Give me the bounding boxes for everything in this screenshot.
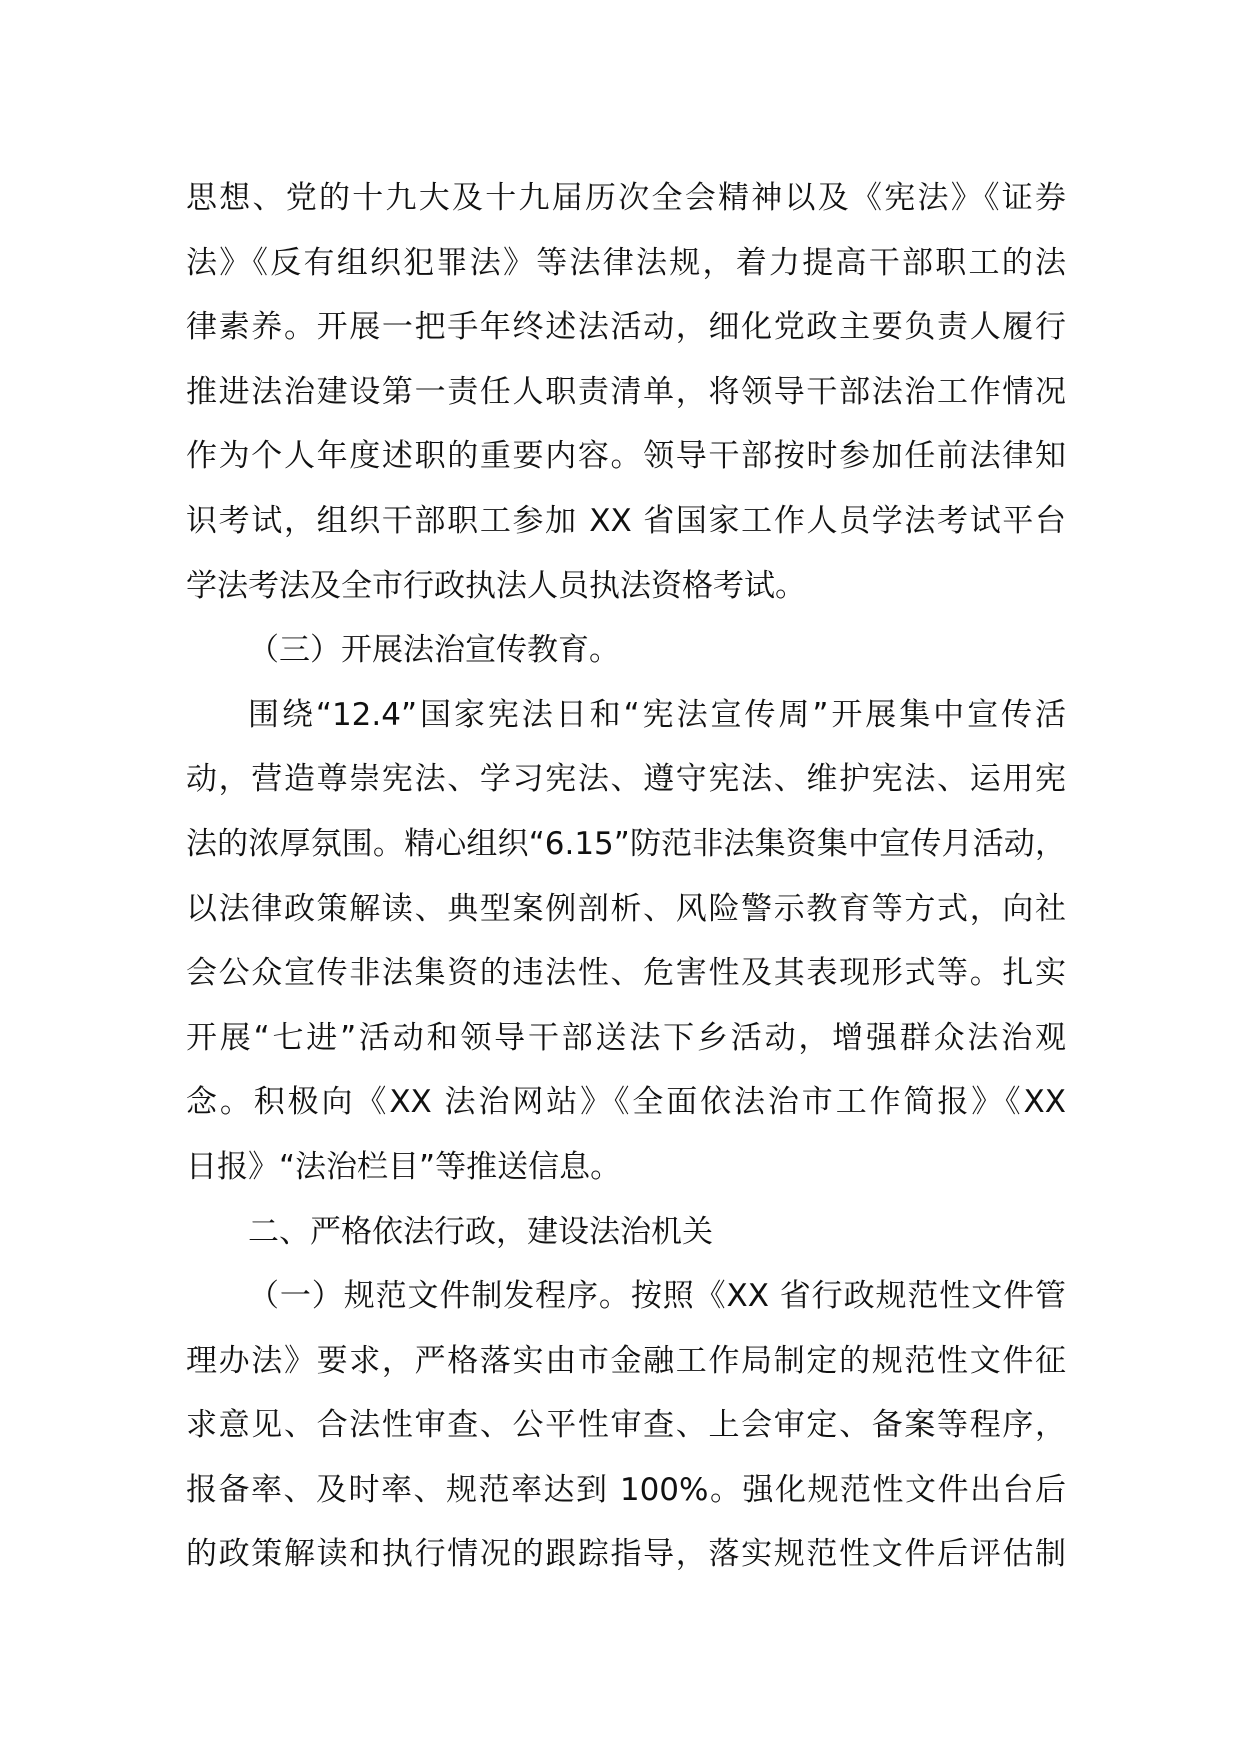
text-line: 学法考法及全市行政执法人员执法资格考试。 — [186, 567, 806, 604]
text-line: 开展“七进”活动和领导干部送法下乡活动，增强群众法治观 — [186, 1019, 1066, 1056]
text-line: 二、严格依法行政，建设法治机关 — [248, 1213, 713, 1250]
text-line: 围绕“12.4”国家宪法日和“宪法宣传周”开展集中宣传活 — [248, 696, 1066, 733]
text-line: 以法律政策解读、典型案例剖析、风险警示教育等方式，向社 — [186, 890, 1066, 927]
text-line: 法》《反有组织犯罪法》等法律法规，着力提高干部职工的法 — [186, 244, 1066, 281]
document-body — [186, 166, 1066, 1587]
text-line: 法的浓厚氛围。精心组织“6.15”防范非法集资集中宣传月活动， — [186, 825, 1066, 862]
text-line: 动，营造尊崇宪法、学习宪法、遵守宪法、维护宪法、运用宪 — [186, 761, 1066, 798]
text-line: 思想、党的十九大及十九届历次全会精神以及《宪法》《证券 — [186, 180, 1066, 216]
text-line: 会公众宣传非法集资的违法性、危害性及其表现形式等。扎实 — [186, 955, 1066, 992]
text-line: 作为个人年度述职的重要内容。领导干部按时参加任前法律知 — [186, 438, 1066, 475]
text-line: 日报》“法治栏目”等推送信息。 — [186, 1148, 622, 1185]
text-line: 的政策解读和执行情况的跟踪指导，落实规范性文件后评估制 — [186, 1536, 1066, 1573]
text-line: 求意见、合法性审查、公平性审查、上会审定、备案等程序， — [186, 1407, 1066, 1444]
text-line: （一）规范文件制发程序。按照《XX 省行政规范性文件管 — [248, 1278, 1066, 1315]
text-line: 报备率、及时率、规范率达到 100%。强化规范性文件出台后 — [186, 1471, 1066, 1508]
text-line: 识考试，组织干部职工参加 XX 省国家工作人员学法考试平台 — [186, 502, 1066, 539]
text-line: 理办法》要求，严格落实由市金融工作局制定的规范性文件征 — [186, 1342, 1066, 1379]
text-line: 念。积极向《XX 法治网站》《全面依法治市工作简报》《XX — [186, 1084, 1066, 1121]
text-line: （三）开展法治宣传教育。 — [248, 632, 620, 669]
text-line: 推进法治建设第一责任人职责清单，将领导干部法治工作情况 — [186, 373, 1066, 410]
text-line: 律素养。开展一把手年终述法活动，细化党政主要负责人履行 — [186, 309, 1066, 346]
